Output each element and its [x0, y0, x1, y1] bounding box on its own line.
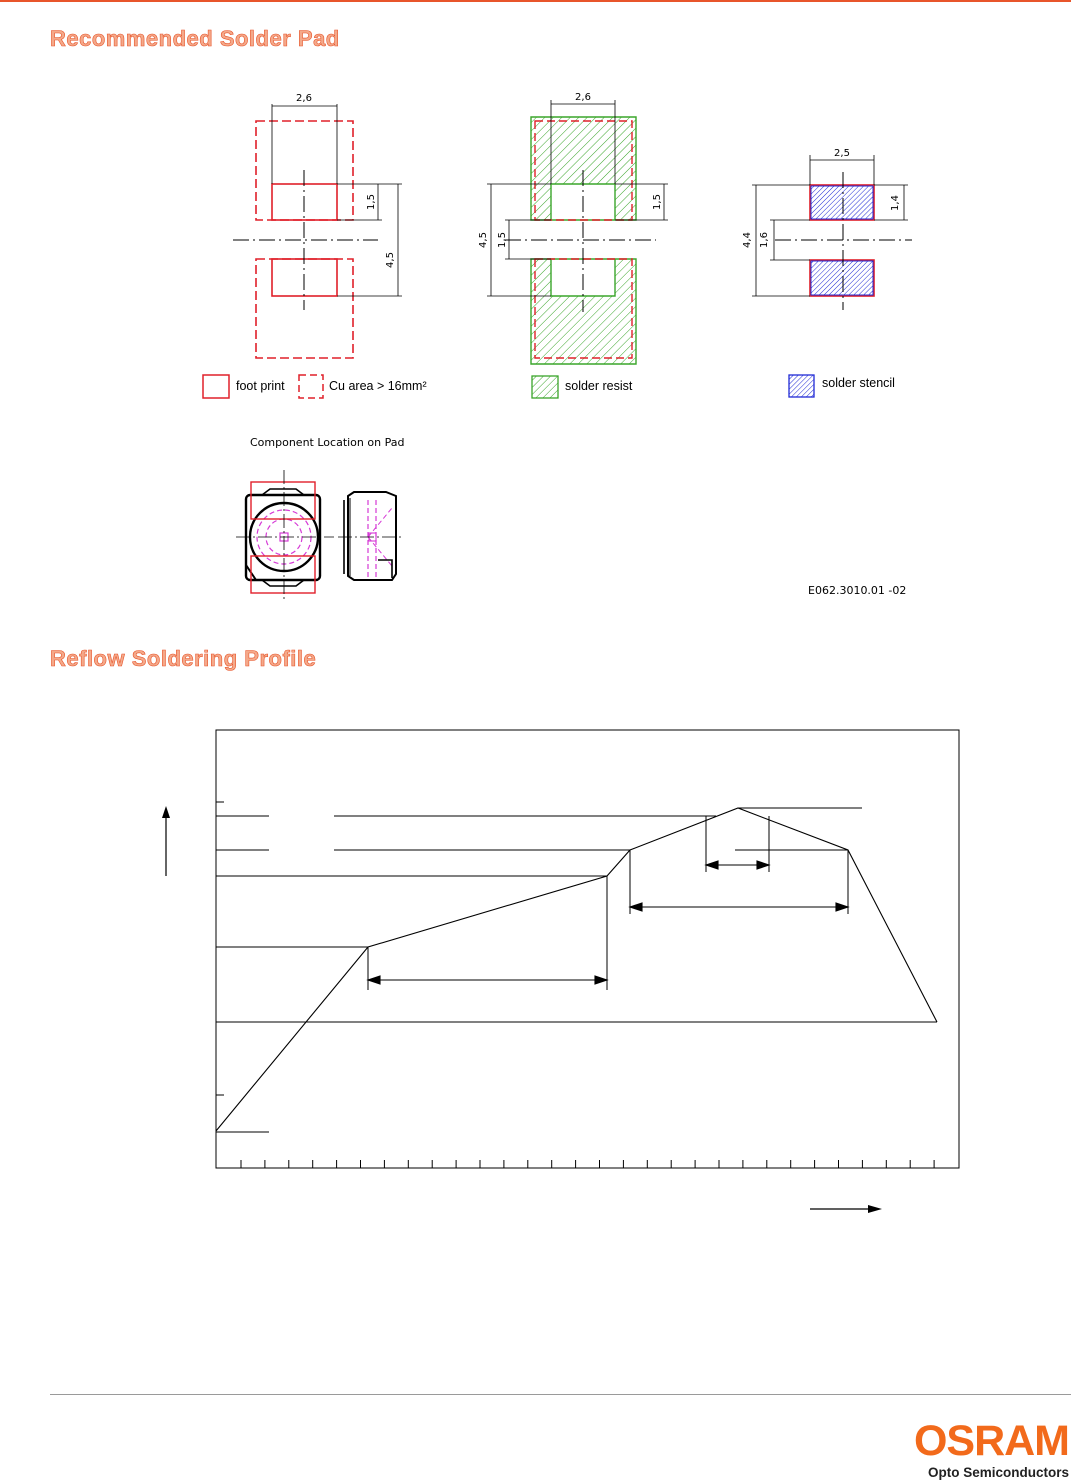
drawing-number: E062.3010.01 -02 — [808, 584, 907, 597]
interval-arrows — [368, 861, 848, 984]
legend-resist-label: solder resist — [565, 379, 633, 393]
osram-logo: OSRAM — [913, 1417, 1069, 1465]
legend-footprint-label: foot print — [236, 379, 285, 393]
resist-width-dim: 2,6 — [575, 92, 591, 103]
resist-gap-dim: 1,5 — [497, 232, 508, 248]
reflow-heading: Reflow Soldering Profile — [50, 646, 317, 671]
reference-lines — [216, 808, 937, 1132]
footprint-total-dim: 4,5 — [385, 252, 396, 268]
chart-frame — [216, 730, 959, 1168]
footer-rule — [50, 1394, 1071, 1395]
resist-pad-height-dim: 1,5 — [652, 194, 663, 210]
stencil-width-dim: 2,5 — [834, 148, 850, 159]
solder-pad-heading: Recommended Solder Pad — [50, 26, 340, 51]
component-location-title: Component Location on Pad — [250, 436, 405, 449]
legend-cu-label: Cu area > 16mm² — [329, 379, 427, 393]
footprint-width-dim: 2,6 — [296, 93, 312, 104]
interval-markers — [368, 816, 848, 990]
x-ticks — [241, 1160, 934, 1168]
stencil-gap-dim: 1,6 — [759, 232, 770, 248]
stencil-total-dim: 4,4 — [742, 232, 753, 248]
osram-tagline: Opto Semiconductors — [927, 1465, 1069, 1480]
resist-total-dim: 4,5 — [478, 232, 489, 248]
footprint-pad-height-dim: 1,5 — [366, 194, 377, 210]
stencil-pad-height-dim: 1,4 — [890, 195, 901, 211]
y-ticks — [216, 802, 224, 1095]
profile-curve — [216, 808, 937, 1131]
legend-stencil-label: solder stencil — [822, 376, 895, 390]
